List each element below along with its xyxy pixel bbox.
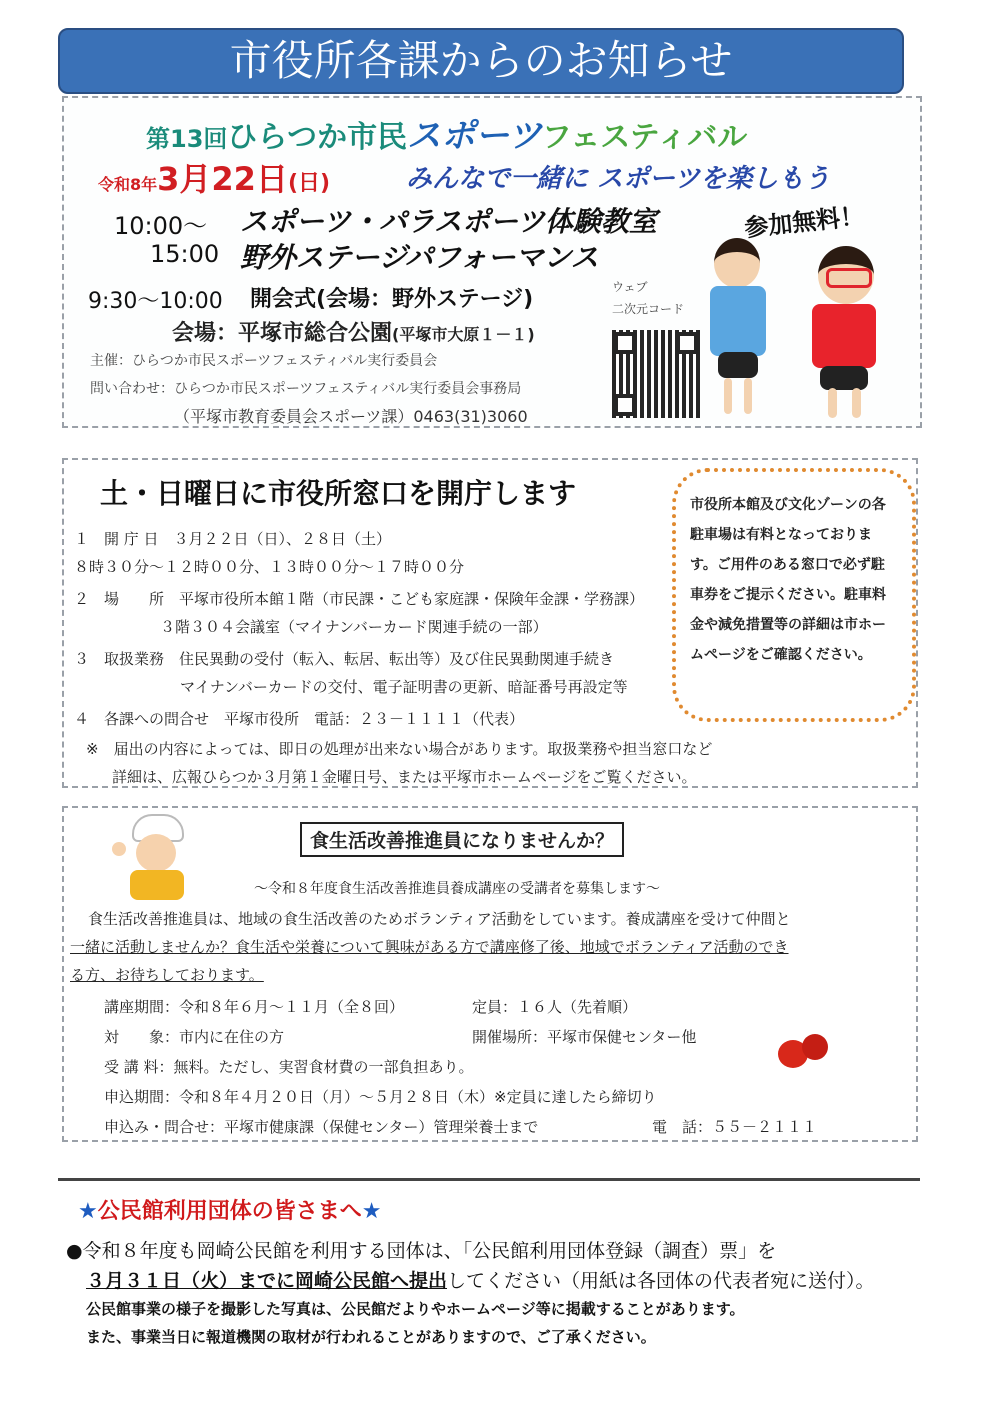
weekend-line: ２ 場 所 平塚市役所本館１階（市民課・こども家庭課・保険年金課・学務課） — [74, 590, 645, 608]
weekend-note: ※ 届出の内容によっては、即日の処理が出来ない場合があります。取扱業務や担当窓口など — [86, 740, 713, 758]
contact: 問い合わせ：ひらつか市民スポーツフェスティバル実行委員会事務局 — [90, 381, 522, 397]
qr-label: 二次元コード — [612, 302, 685, 316]
food-title: 食生活改善推進員になりませんか？ — [300, 822, 624, 857]
application-period: 申込期間：令和８年４月２０日（月）～５月２８日（木）※定員に達したら締切り — [104, 1088, 657, 1106]
time-1: 10:00～ — [114, 212, 208, 240]
food-paragraph: 食生活改善推進員は、地域の食生活改善のためボランティア活動をしています。養成講座を受けて仲間と — [88, 910, 791, 928]
weekend-note: 詳細は、広報ひらつか３月第１金曜日号、または平塚市ホームページをご覧ください。 — [112, 768, 697, 786]
opening-ceremony: 開会式(会場：野外ステージ) — [250, 287, 534, 312]
kominkan-line: ●令和８年度も岡崎公民館を利用する団体は、「公民館利用団体登録（調査）票」を — [66, 1240, 777, 1262]
weekend-section — [62, 458, 918, 788]
eligibility: 対 象：市内に在住の方 — [104, 1028, 285, 1046]
festival-date: 令和8年3月22日(日) — [98, 160, 331, 198]
festival-title: 第13回ひらつか市民スポーツフェスティバル — [146, 116, 748, 156]
tomato-icon — [802, 1034, 828, 1060]
festival-slogan: みんなで一緒に スポーツを楽しもう — [406, 164, 831, 194]
event-1: スポーツ・パラスポーツ体験教室 — [240, 205, 657, 238]
kominkan-line: ３月３１日（火）までに岡崎公民館へ提出してください（用紙は各団体の代表者宛に送付）。 — [86, 1270, 875, 1292]
page-title: 市役所各課からのお知らせ — [58, 28, 904, 94]
divider — [58, 1178, 920, 1181]
weekend-title: 土・日曜日に市役所窓口を開庁します — [100, 477, 577, 510]
parking-notice: 市役所本館及び文化ゾーンの各駐車場は有料となっております。ご用件のある窓口で必ず駐車券をご提示ください。駐車料金や減免措置等の詳細は市ホームページをご確認ください。 — [672, 468, 916, 722]
food-paragraph: 一緒に活動しませんか？食生活や栄養について興味がある方で講座修了後、地域でボランティア活動のでき — [70, 938, 789, 956]
kominkan-note: また、事業当日に報道機関の取材が行われることがありますので、ご了承ください。 — [86, 1328, 656, 1346]
weekend-line: ４ 各課への問合せ 平塚市役所 電話：２３－１１１１（代表） — [74, 710, 525, 728]
weekend-line: ３ 取扱業務 住民異動の受付（転入、転居、転出等）及び住民異動関連手続き — [74, 650, 615, 668]
contact: 申込み・問合せ：平塚市健康課（保健センター）管理栄養士まで — [104, 1118, 539, 1136]
children-illustration — [704, 226, 914, 422]
qr-label: ウェブ — [612, 280, 648, 294]
food-subtitle: ～令和８年度食生活改善推進員養成講座の受講者を募集します～ — [254, 881, 660, 897]
event-2: 野外ステージパフォーマンス — [240, 241, 599, 274]
capacity: 定員：１６人（先着順） — [472, 998, 638, 1016]
weekend-line: マイナンバーカードの交付、電子証明書の更新、暗証番号再設定等 — [180, 678, 628, 696]
course-period: 講座期間：令和８年６月～１１月（全８回） — [104, 998, 405, 1016]
location: 開催場所：平塚市保健センター他 — [472, 1028, 697, 1046]
chef-illustration — [108, 814, 192, 898]
fee: 受 講 料：無料。ただし、実習食材費の一部負担あり。 — [104, 1058, 474, 1076]
festival-section — [62, 96, 922, 428]
phone: 電 話：５５－２１１１ — [652, 1118, 818, 1136]
kominkan-title: ★公民館利用団体の皆さまへ★ — [78, 1199, 382, 1224]
star-icon: ★ — [361, 1199, 382, 1224]
contact-tel: （平塚市教育委員会スポーツ課）0463(31)3060 — [174, 407, 528, 426]
kominkan-note: 公民館事業の様子を撮影した写真は、公民館だよりやホームページ等に掲載することがあります。 — [86, 1300, 745, 1318]
time-2: 15:00 — [150, 240, 220, 268]
food-paragraph: る方、お待ちしております。 — [70, 966, 264, 984]
weekend-line: １ 開 庁 日 ３月２２日（日）、２８日（土） — [74, 530, 392, 548]
weekend-line: ３階３０４会議室（マイナンバーカード関連手続の一部） — [160, 618, 548, 636]
organizer: 主催：ひらつか市民スポーツフェスティバル実行委員会 — [90, 353, 438, 369]
weekend-line: ８時３０分～１２時００分、１３時００分～１７時００分 — [74, 558, 465, 576]
food-section — [62, 806, 918, 1142]
venue: 会場：平塚市総合公園(平塚市大原１－１) — [172, 321, 535, 346]
free-badge: 参加無料！ — [743, 201, 866, 243]
star-icon: ★ — [78, 1199, 98, 1224]
qr-code-icon[interactable] — [612, 330, 700, 418]
opening-time: 9:30～10:00 — [88, 289, 223, 314]
